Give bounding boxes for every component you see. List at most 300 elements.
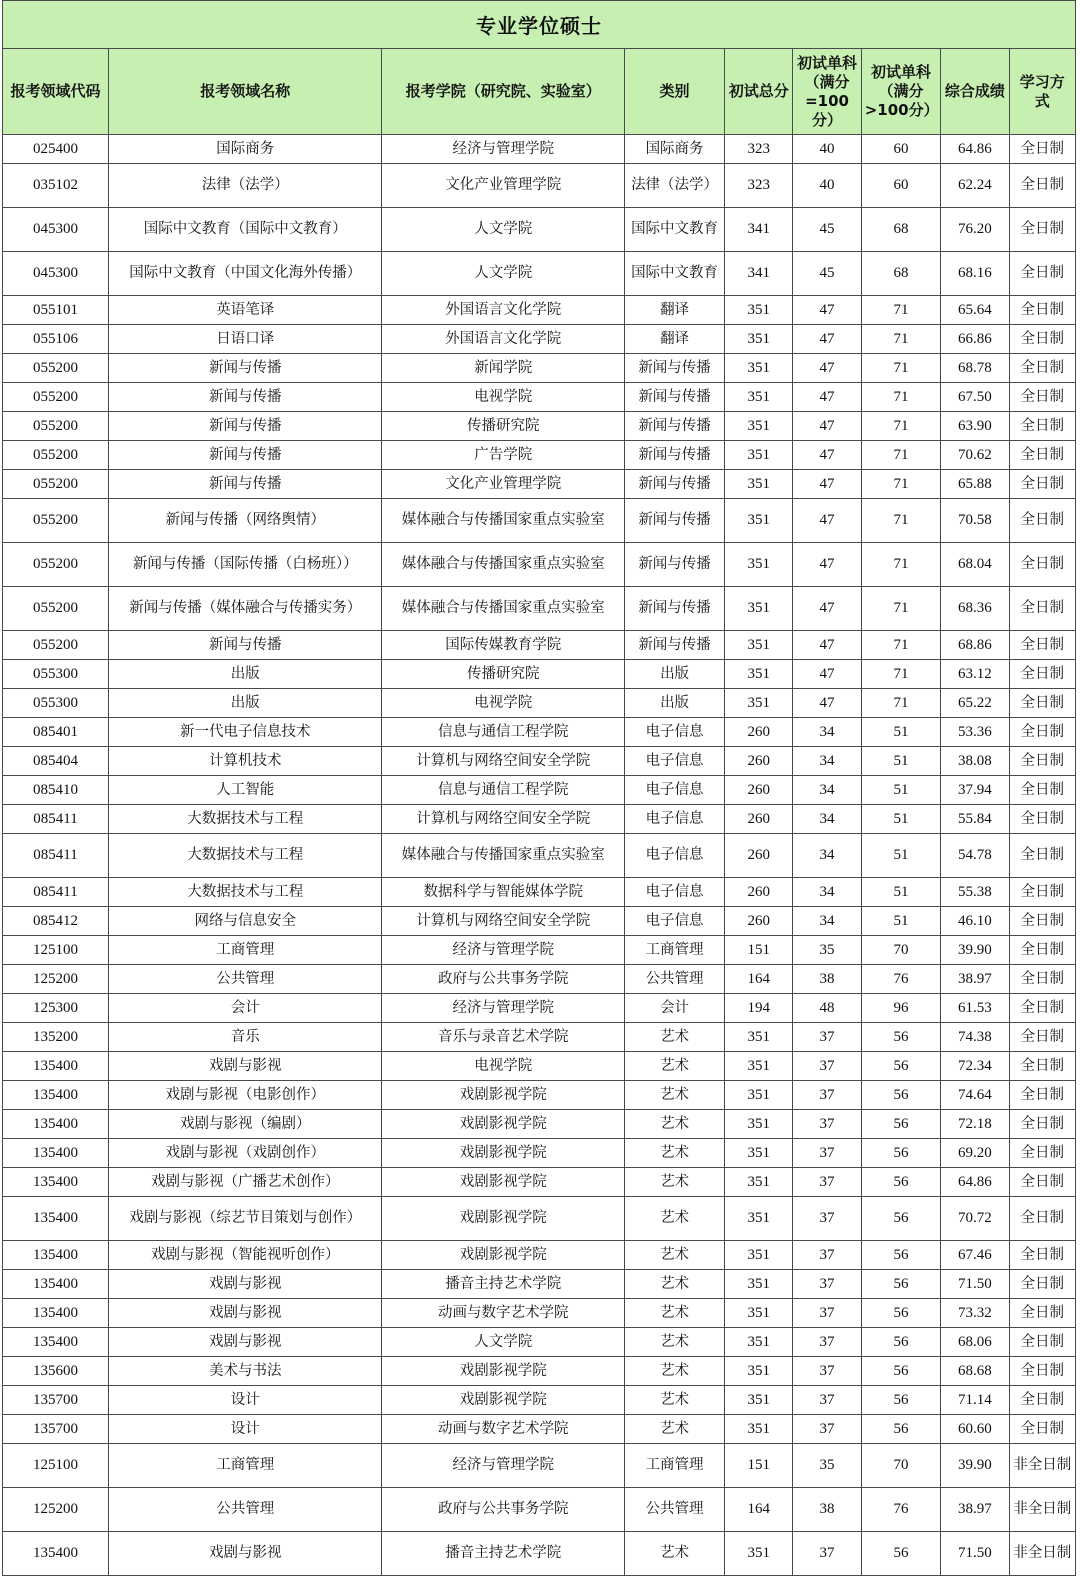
single-100-cell: 47: [793, 587, 861, 631]
single-100-cell: 34: [793, 776, 861, 805]
column-header: 类别: [625, 49, 725, 135]
school-cell: 信息与通信工程学院: [382, 776, 625, 805]
single-100-cell: 40: [793, 135, 861, 164]
table-row: [3, 994, 1076, 1023]
field-code-cell: 135400: [3, 1328, 109, 1357]
field-name-cell: 计算机技术: [109, 747, 382, 776]
field-name-cell: 戏剧与影视: [109, 1270, 382, 1299]
school-cell: 戏剧影视学院: [382, 1081, 625, 1110]
total-score-cell: 351: [725, 1386, 793, 1415]
table-row: [3, 936, 1076, 965]
single-over-100-cell: 71: [861, 631, 941, 660]
total-score-cell: 351: [725, 1532, 793, 1576]
category-cell: 艺术: [625, 1357, 725, 1386]
field-name-cell: 大数据技术与工程: [109, 805, 382, 834]
single-100-cell: 47: [793, 441, 861, 470]
category-cell: 艺术: [625, 1386, 725, 1415]
field-name-cell: 音乐: [109, 1023, 382, 1052]
study-mode-cell: 全日制: [1009, 1357, 1075, 1386]
composite-score-cell: 38.97: [941, 965, 1009, 994]
total-score-cell: 351: [725, 1270, 793, 1299]
study-mode-cell: 全日制: [1009, 834, 1075, 878]
field-name-cell: 美术与书法: [109, 1357, 382, 1386]
single-100-cell: 47: [793, 499, 861, 543]
field-code-cell: 055200: [3, 470, 109, 499]
category-cell: 艺术: [625, 1081, 725, 1110]
table-row: [3, 296, 1076, 325]
field-name-cell: 戏剧与影视: [109, 1328, 382, 1357]
school-cell: 信息与通信工程学院: [382, 718, 625, 747]
category-cell: 新闻与传播: [625, 470, 725, 499]
field-name-cell: 戏剧与影视（广播艺术创作）: [109, 1168, 382, 1197]
field-name-cell: 新闻与传播: [109, 441, 382, 470]
table-row: [3, 354, 1076, 383]
total-score-cell: 351: [725, 1139, 793, 1168]
category-cell: 新闻与传播: [625, 354, 725, 383]
total-score-cell: 351: [725, 1081, 793, 1110]
single-100-cell: 35: [793, 1444, 861, 1488]
school-cell: 动画与数字艺术学院: [382, 1415, 625, 1444]
composite-score-cell: 68.36: [941, 587, 1009, 631]
field-name-cell: 国际商务: [109, 135, 382, 164]
category-cell: 新闻与传播: [625, 543, 725, 587]
field-code-cell: 125100: [3, 1444, 109, 1488]
table-title: 专业学位硕士: [3, 1, 1076, 49]
field-code-cell: 125100: [3, 936, 109, 965]
category-cell: 新闻与传播: [625, 499, 725, 543]
study-mode-cell: 全日制: [1009, 499, 1075, 543]
study-mode-cell: 全日制: [1009, 776, 1075, 805]
single-over-100-cell: 71: [861, 296, 941, 325]
study-mode-cell: 全日制: [1009, 631, 1075, 660]
single-100-cell: 37: [793, 1081, 861, 1110]
field-code-cell: 135400: [3, 1110, 109, 1139]
table-row: [3, 470, 1076, 499]
field-code-cell: 055200: [3, 543, 109, 587]
field-code-cell: 085411: [3, 805, 109, 834]
single-100-cell: 45: [793, 208, 861, 252]
school-cell: 戏剧影视学院: [382, 1386, 625, 1415]
total-score-cell: 323: [725, 135, 793, 164]
table-row: [3, 441, 1076, 470]
school-cell: 电视学院: [382, 383, 625, 412]
table-row: [3, 689, 1076, 718]
study-mode-cell: 非全日制: [1009, 1488, 1075, 1532]
single-100-cell: 47: [793, 325, 861, 354]
table-row: [3, 1241, 1076, 1270]
composite-score-cell: 46.10: [941, 907, 1009, 936]
field-code-cell: 055200: [3, 631, 109, 660]
total-score-cell: 351: [725, 689, 793, 718]
single-over-100-cell: 56: [861, 1168, 941, 1197]
table-row: [3, 1357, 1076, 1386]
field-name-cell: 新闻与传播: [109, 354, 382, 383]
total-score-cell: 164: [725, 965, 793, 994]
table-row: [3, 1081, 1076, 1110]
composite-score-cell: 38.08: [941, 747, 1009, 776]
single-100-cell: 37: [793, 1052, 861, 1081]
table-row: [3, 412, 1076, 441]
school-cell: 国际传媒教育学院: [382, 631, 625, 660]
single-100-cell: 38: [793, 1488, 861, 1532]
table-row: [3, 164, 1076, 208]
field-name-cell: 戏剧与影视（智能视听创作）: [109, 1241, 382, 1270]
table-row: [3, 325, 1076, 354]
composite-score-cell: 70.72: [941, 1197, 1009, 1241]
field-code-cell: 055101: [3, 296, 109, 325]
single-100-cell: 45: [793, 252, 861, 296]
school-cell: 经济与管理学院: [382, 1444, 625, 1488]
total-score-cell: 341: [725, 252, 793, 296]
table-row: [3, 252, 1076, 296]
total-score-cell: 194: [725, 994, 793, 1023]
category-cell: 艺术: [625, 1197, 725, 1241]
table-row: [3, 587, 1076, 631]
study-mode-cell: 非全日制: [1009, 1532, 1075, 1576]
field-code-cell: 035102: [3, 164, 109, 208]
composite-score-cell: 62.24: [941, 164, 1009, 208]
field-code-cell: 135700: [3, 1415, 109, 1444]
single-over-100-cell: 71: [861, 325, 941, 354]
study-mode-cell: 全日制: [1009, 354, 1075, 383]
study-mode-cell: 全日制: [1009, 587, 1075, 631]
field-name-cell: 新闻与传播: [109, 470, 382, 499]
column-header: 初试总分: [725, 49, 793, 135]
total-score-cell: 323: [725, 164, 793, 208]
school-cell: 外国语言文化学院: [382, 325, 625, 354]
total-score-cell: 351: [725, 470, 793, 499]
table-row: [3, 1168, 1076, 1197]
composite-score-cell: 68.68: [941, 1357, 1009, 1386]
composite-score-cell: 74.64: [941, 1081, 1009, 1110]
total-score-cell: 351: [725, 1299, 793, 1328]
single-100-cell: 37: [793, 1023, 861, 1052]
total-score-cell: 260: [725, 776, 793, 805]
single-over-100-cell: 70: [861, 936, 941, 965]
school-cell: 经济与管理学院: [382, 135, 625, 164]
single-100-cell: 37: [793, 1139, 861, 1168]
field-name-cell: 戏剧与影视: [109, 1052, 382, 1081]
composite-score-cell: 65.88: [941, 470, 1009, 499]
category-cell: 新闻与传播: [625, 441, 725, 470]
study-mode-cell: 全日制: [1009, 135, 1075, 164]
field-code-cell: 135400: [3, 1299, 109, 1328]
category-cell: 艺术: [625, 1299, 725, 1328]
field-code-cell: 135400: [3, 1168, 109, 1197]
field-code-cell: 125200: [3, 1488, 109, 1532]
column-header: 综合成绩: [941, 49, 1009, 135]
total-score-cell: 351: [725, 325, 793, 354]
single-over-100-cell: 51: [861, 805, 941, 834]
total-score-cell: 351: [725, 1052, 793, 1081]
school-cell: 传播研究院: [382, 412, 625, 441]
school-cell: 戏剧影视学院: [382, 1139, 625, 1168]
category-cell: 翻译: [625, 296, 725, 325]
field-code-cell: 135400: [3, 1139, 109, 1168]
single-100-cell: 47: [793, 543, 861, 587]
single-over-100-cell: 56: [861, 1139, 941, 1168]
total-score-cell: 260: [725, 718, 793, 747]
total-score-cell: 351: [725, 1415, 793, 1444]
table-row: [3, 718, 1076, 747]
composite-score-cell: 76.20: [941, 208, 1009, 252]
field-name-cell: 会计: [109, 994, 382, 1023]
total-score-cell: 351: [725, 1168, 793, 1197]
table-row: [3, 907, 1076, 936]
composite-score-cell: 37.94: [941, 776, 1009, 805]
study-mode-cell: 全日制: [1009, 936, 1075, 965]
table-row: [3, 805, 1076, 834]
study-mode-cell: 全日制: [1009, 1197, 1075, 1241]
single-over-100-cell: 56: [861, 1081, 941, 1110]
field-name-cell: 国际中文教育（国际中文教育）: [109, 208, 382, 252]
single-100-cell: 47: [793, 354, 861, 383]
table-row: [3, 660, 1076, 689]
category-cell: 电子信息: [625, 907, 725, 936]
category-cell: 国际中文教育: [625, 208, 725, 252]
single-over-100-cell: 56: [861, 1241, 941, 1270]
school-cell: 动画与数字艺术学院: [382, 1299, 625, 1328]
field-code-cell: 135400: [3, 1241, 109, 1270]
field-code-cell: 135400: [3, 1052, 109, 1081]
school-cell: 政府与公共事务学院: [382, 1488, 625, 1532]
category-cell: 公共管理: [625, 965, 725, 994]
composite-score-cell: 63.90: [941, 412, 1009, 441]
field-name-cell: 新闻与传播: [109, 383, 382, 412]
single-over-100-cell: 71: [861, 354, 941, 383]
study-mode-cell: 全日制: [1009, 252, 1075, 296]
category-cell: 国际中文教育: [625, 252, 725, 296]
category-cell: 公共管理: [625, 1488, 725, 1532]
field-code-cell: 055200: [3, 354, 109, 383]
single-100-cell: 37: [793, 1415, 861, 1444]
school-cell: 经济与管理学院: [382, 936, 625, 965]
total-score-cell: 260: [725, 805, 793, 834]
single-100-cell: 47: [793, 296, 861, 325]
field-code-cell: 055300: [3, 689, 109, 718]
total-score-cell: 351: [725, 1110, 793, 1139]
field-name-cell: 日语口译: [109, 325, 382, 354]
table-row: [3, 1270, 1076, 1299]
table-row: [3, 135, 1076, 164]
school-cell: 戏剧影视学院: [382, 1197, 625, 1241]
field-name-cell: 工商管理: [109, 1444, 382, 1488]
table-row: [3, 747, 1076, 776]
category-cell: 艺术: [625, 1052, 725, 1081]
single-over-100-cell: 51: [861, 878, 941, 907]
category-cell: 会计: [625, 994, 725, 1023]
field-name-cell: 设计: [109, 1386, 382, 1415]
category-cell: 艺术: [625, 1270, 725, 1299]
school-cell: 戏剧影视学院: [382, 1168, 625, 1197]
field-name-cell: 戏剧与影视: [109, 1299, 382, 1328]
study-mode-cell: 全日制: [1009, 412, 1075, 441]
category-cell: 法律（法学）: [625, 164, 725, 208]
total-score-cell: 351: [725, 354, 793, 383]
field-name-cell: 戏剧与影视（编剧）: [109, 1110, 382, 1139]
composite-score-cell: 67.50: [941, 383, 1009, 412]
composite-score-cell: 60.60: [941, 1415, 1009, 1444]
field-name-cell: 大数据技术与工程: [109, 834, 382, 878]
single-100-cell: 34: [793, 747, 861, 776]
school-cell: 人文学院: [382, 1328, 625, 1357]
school-cell: 戏剧影视学院: [382, 1110, 625, 1139]
study-mode-cell: 全日制: [1009, 805, 1075, 834]
total-score-cell: 351: [725, 631, 793, 660]
school-cell: 媒体融合与传播国家重点实验室: [382, 587, 625, 631]
category-cell: 艺术: [625, 1023, 725, 1052]
single-over-100-cell: 51: [861, 907, 941, 936]
single-100-cell: 34: [793, 878, 861, 907]
category-cell: 电子信息: [625, 776, 725, 805]
composite-score-cell: 65.64: [941, 296, 1009, 325]
single-over-100-cell: 56: [861, 1023, 941, 1052]
single-over-100-cell: 60: [861, 135, 941, 164]
field-code-cell: 135600: [3, 1357, 109, 1386]
table-row: [3, 878, 1076, 907]
study-mode-cell: 全日制: [1009, 994, 1075, 1023]
study-mode-cell: 全日制: [1009, 1081, 1075, 1110]
study-mode-cell: 全日制: [1009, 907, 1075, 936]
table-row: [3, 1139, 1076, 1168]
school-cell: 外国语言文化学院: [382, 296, 625, 325]
admission-score-table: [2, 0, 1076, 1576]
category-cell: 出版: [625, 689, 725, 718]
single-100-cell: 47: [793, 470, 861, 499]
composite-score-cell: 63.12: [941, 660, 1009, 689]
single-100-cell: 34: [793, 907, 861, 936]
table-row: [3, 208, 1076, 252]
category-cell: 电子信息: [625, 834, 725, 878]
table-body: [3, 135, 1076, 1576]
composite-score-cell: 69.20: [941, 1139, 1009, 1168]
table-row: [3, 1386, 1076, 1415]
column-header: 报考领域名称: [109, 49, 382, 135]
field-name-cell: 新闻与传播: [109, 412, 382, 441]
single-over-100-cell: 71: [861, 689, 941, 718]
single-100-cell: 37: [793, 1270, 861, 1299]
total-score-cell: 341: [725, 208, 793, 252]
category-cell: 艺术: [625, 1415, 725, 1444]
school-cell: 电视学院: [382, 1052, 625, 1081]
composite-score-cell: 64.86: [941, 1168, 1009, 1197]
school-cell: 数据科学与智能媒体学院: [382, 878, 625, 907]
table-row: [3, 1415, 1076, 1444]
single-over-100-cell: 71: [861, 441, 941, 470]
school-cell: 计算机与网络空间安全学院: [382, 805, 625, 834]
field-name-cell: 工商管理: [109, 936, 382, 965]
field-code-cell: 135700: [3, 1386, 109, 1415]
field-code-cell: 085404: [3, 747, 109, 776]
school-cell: 播音主持艺术学院: [382, 1532, 625, 1576]
composite-score-cell: 74.38: [941, 1023, 1009, 1052]
school-cell: 媒体融合与传播国家重点实验室: [382, 499, 625, 543]
total-score-cell: 351: [725, 296, 793, 325]
total-score-cell: 351: [725, 1241, 793, 1270]
composite-score-cell: 70.58: [941, 499, 1009, 543]
study-mode-cell: 全日制: [1009, 718, 1075, 747]
table-row: [3, 499, 1076, 543]
single-100-cell: 35: [793, 936, 861, 965]
composite-score-cell: 68.04: [941, 543, 1009, 587]
table-header-row: [3, 49, 1076, 135]
column-header: 学习方式: [1009, 49, 1075, 135]
table-row: [3, 1444, 1076, 1488]
total-score-cell: 351: [725, 1328, 793, 1357]
field-name-cell: 出版: [109, 689, 382, 718]
field-code-cell: 045300: [3, 252, 109, 296]
category-cell: 工商管理: [625, 936, 725, 965]
category-cell: 新闻与传播: [625, 587, 725, 631]
field-code-cell: 055200: [3, 412, 109, 441]
category-cell: 新闻与传播: [625, 412, 725, 441]
column-header: 初试单科（满分>100分）: [861, 49, 941, 135]
school-cell: 文化产业管理学院: [382, 470, 625, 499]
field-name-cell: 出版: [109, 660, 382, 689]
school-cell: 新闻学院: [382, 354, 625, 383]
study-mode-cell: 全日制: [1009, 1023, 1075, 1052]
field-code-cell: 085410: [3, 776, 109, 805]
single-over-100-cell: 56: [861, 1357, 941, 1386]
composite-score-cell: 71.50: [941, 1270, 1009, 1299]
table-row: [3, 1197, 1076, 1241]
field-name-cell: 网络与信息安全: [109, 907, 382, 936]
study-mode-cell: 全日制: [1009, 1415, 1075, 1444]
field-name-cell: 人工智能: [109, 776, 382, 805]
field-code-cell: 085411: [3, 834, 109, 878]
single-over-100-cell: 60: [861, 164, 941, 208]
table-row: [3, 383, 1076, 412]
category-cell: 电子信息: [625, 718, 725, 747]
category-cell: 艺术: [625, 1110, 725, 1139]
table-row: [3, 1328, 1076, 1357]
study-mode-cell: 非全日制: [1009, 1444, 1075, 1488]
field-name-cell: 设计: [109, 1415, 382, 1444]
total-score-cell: 151: [725, 1444, 793, 1488]
category-cell: 艺术: [625, 1532, 725, 1576]
study-mode-cell: 全日制: [1009, 1299, 1075, 1328]
single-over-100-cell: 56: [861, 1299, 941, 1328]
study-mode-cell: 全日制: [1009, 1328, 1075, 1357]
field-name-cell: 新闻与传播（媒体融合与传播实务）: [109, 587, 382, 631]
total-score-cell: 351: [725, 1357, 793, 1386]
study-mode-cell: 全日制: [1009, 383, 1075, 412]
school-cell: 戏剧影视学院: [382, 1357, 625, 1386]
composite-score-cell: 68.16: [941, 252, 1009, 296]
study-mode-cell: 全日制: [1009, 296, 1075, 325]
field-code-cell: 055200: [3, 383, 109, 412]
single-100-cell: 48: [793, 994, 861, 1023]
composite-score-cell: 39.90: [941, 1444, 1009, 1488]
field-code-cell: 135200: [3, 1023, 109, 1052]
single-100-cell: 37: [793, 1110, 861, 1139]
composite-score-cell: 67.46: [941, 1241, 1009, 1270]
total-score-cell: 260: [725, 878, 793, 907]
single-over-100-cell: 71: [861, 412, 941, 441]
category-cell: 电子信息: [625, 878, 725, 907]
study-mode-cell: 全日制: [1009, 660, 1075, 689]
composite-score-cell: 54.78: [941, 834, 1009, 878]
single-100-cell: 37: [793, 1532, 861, 1576]
single-100-cell: 37: [793, 1357, 861, 1386]
school-cell: 电视学院: [382, 689, 625, 718]
study-mode-cell: 全日制: [1009, 1110, 1075, 1139]
category-cell: 工商管理: [625, 1444, 725, 1488]
single-over-100-cell: 70: [861, 1444, 941, 1488]
single-over-100-cell: 71: [861, 499, 941, 543]
school-cell: 人文学院: [382, 252, 625, 296]
table-row: [3, 834, 1076, 878]
